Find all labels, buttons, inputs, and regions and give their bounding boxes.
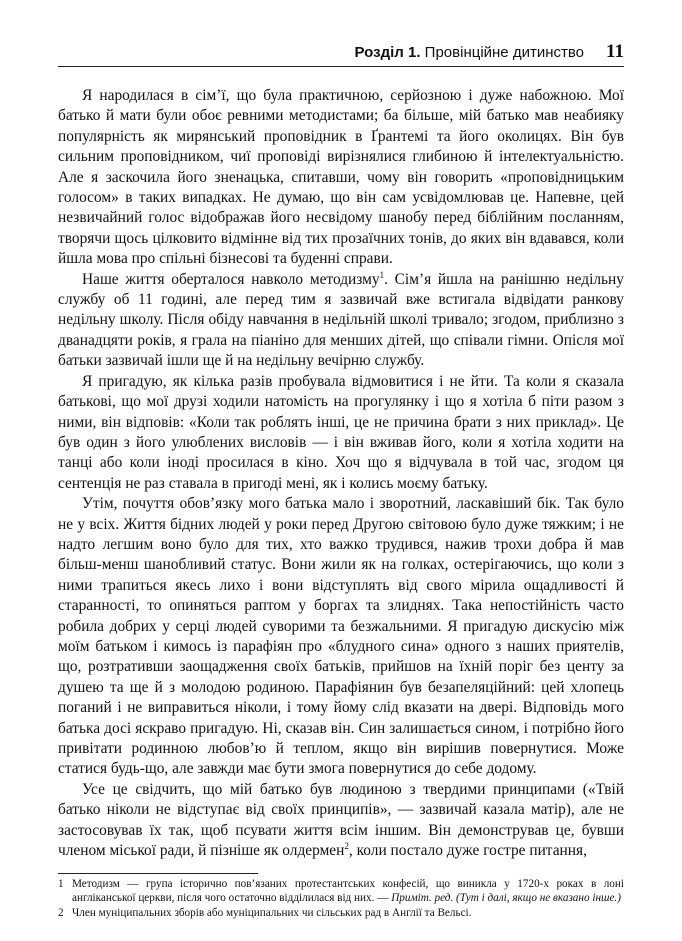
paragraph-text: Утім, почуття обов’язку мого батька мало і зворотний, ласкавіший бік. Так було не у всіх. Життя бідних людей у роки перед Другою світовою було дуже тяжким; і не надто легшим воно було для тих, хто важко трудився, нажив трохи добра й мав більш-менш шанобливий статус. Вони жили як на голках, остерігаючись, що коли з ними трапиться якесь лихо і вони відступлять від свого мірила ощадливості й старанності, то опиняться раптом у боргах та злиднях. Така непостійність часто робила добрих у серці людей суворими та безжальними. Я пригадую дискусію між моїм батьком і кимось із парафіян про «блудного сина» одного з наших приятелів, що, розтративши заощадження своїх батьків, прийшов на їхній поріг без центу за душею та ще й з молодою родиною. Парафіянин був безапеляційний: цей хлопець поганий і не виправиться ніколи, і тому йому слід вказати на двері. Відповідь мого батька досі яскраво пригадую. Ні, сказав він. Син залишається сином, і потрібно його привітати родинною любов’ю й теплом, якщо він вирішив повернутися. Може статися будь-що, але завжди має бути змога повернутися до себе додому.	[58, 495, 624, 778]
chapter-heading	[355, 44, 584, 61]
paragraph-text: Я пригадую, як кілька разів пробувала відмовитися і не йти. Та коли я сказала батькові, що мої друзі ходили натомість на прогулянку і що я хотіла б піти разом з ними, він відповів: «Коли так роблять інші, це не причина брати з них приклад». Це був один з його улюблених висловів — і він вживав його, коли я хотіла ходити на танці або коли іноді просилася в кіно. Хоч що я відчувала в той час, згодом ця сентенція не раз ставала в пригоді мені, як і колись моєму батьку.	[58, 372, 624, 492]
paragraph-text: Наше життя оберталося навколо методизму	[82, 270, 380, 288]
footnotes	[58, 878, 624, 923]
footnote-body: Член муніципальних зборів або муніципальних чи сільських рад в Англії та Вельсі.	[72, 907, 472, 920]
paragraph-text: . Сім’я йшла на ранішню недільну службу об 11 годині, але перед тим я зазвичай вже встигала відвідати ранкову недільну школу. Після обіду навчання в недільній школі тривало; згодом, приблизно з дванадцяти років, я грала на піаніно для менших дітей, що співали гімни. Опісля мої батьки зазвичай ішли ще й на недільну вечірню службу.	[58, 270, 624, 370]
footnote-body: Методизм — група історично пов’язаних протестантських конфесій, що виникла у 1720-х роках в лоні англіканської церкви, після чого остаточно відділилася від них. —	[72, 878, 624, 904]
section-title: Провінційне дитинство	[424, 44, 584, 61]
footnote-divider	[58, 873, 258, 874]
footnote-1	[58, 878, 624, 905]
section-label: Розділ 1.	[354, 44, 421, 61]
footnote-mark: 2	[58, 907, 64, 920]
footnote-ref-2[interactable]: 2	[344, 840, 349, 851]
footnote-mark: 1	[58, 878, 64, 890]
footnote-text	[72, 878, 624, 905]
main-text	[58, 86, 624, 861]
footnote-ref-1[interactable]: 1	[379, 269, 385, 280]
paragraph-text: Я народилася в сім’ї, що була практичною, серйозною і дуже набожною. Мої батько й мати були обоє ревними методистами; ба більше, мій батько мав неабияку популярність як мирянський проповідник в Ґрантемі та його околицях. Він був сильним проповідником, чиї проповіді вирізнялися глибиною й інтелектуальністю. Але я заскочила його зненацька, спитавши, чому він говорить «проповідницьким голосом» в таких випадках. Не думаю, що він сам усвідомлював це. Напевне, цей незвичайний голос відображав його несвідому шанобу перед біблійним посланням, творячи щось цілковито відмінне від тих прозаїчних тонів, до яких він вдавався, коли йшла мова про спільні бізнесові та буденні справи.	[58, 87, 624, 268]
footnote-text	[72, 907, 624, 921]
running-header	[58, 40, 624, 66]
editor-note: Приміт. ред. (Тут і далі, якщо не вказано інше.)	[391, 891, 621, 904]
paragraph-2	[58, 270, 624, 372]
paragraph-4	[58, 494, 624, 780]
paragraph-text: Усе це свідчить, що мій батько був людиною з твердими принципами («Твій батько ніколи не відступає від своїх принципів», — зазвичай казала матір), але не застосовував їх так, щоб псувати життя всім іншим. Він демонстрував це, бувши членом міської ради, й пізніше як олдермен	[58, 780, 624, 860]
paragraph-5	[58, 780, 624, 862]
page-number: 11	[606, 41, 624, 62]
paragraph-1	[58, 86, 624, 270]
paragraph-text: , коли постало дуже гостре питання,	[348, 842, 587, 860]
paragraph-3	[58, 372, 624, 494]
footnote-2	[58, 907, 624, 921]
header-rule	[58, 66, 624, 67]
